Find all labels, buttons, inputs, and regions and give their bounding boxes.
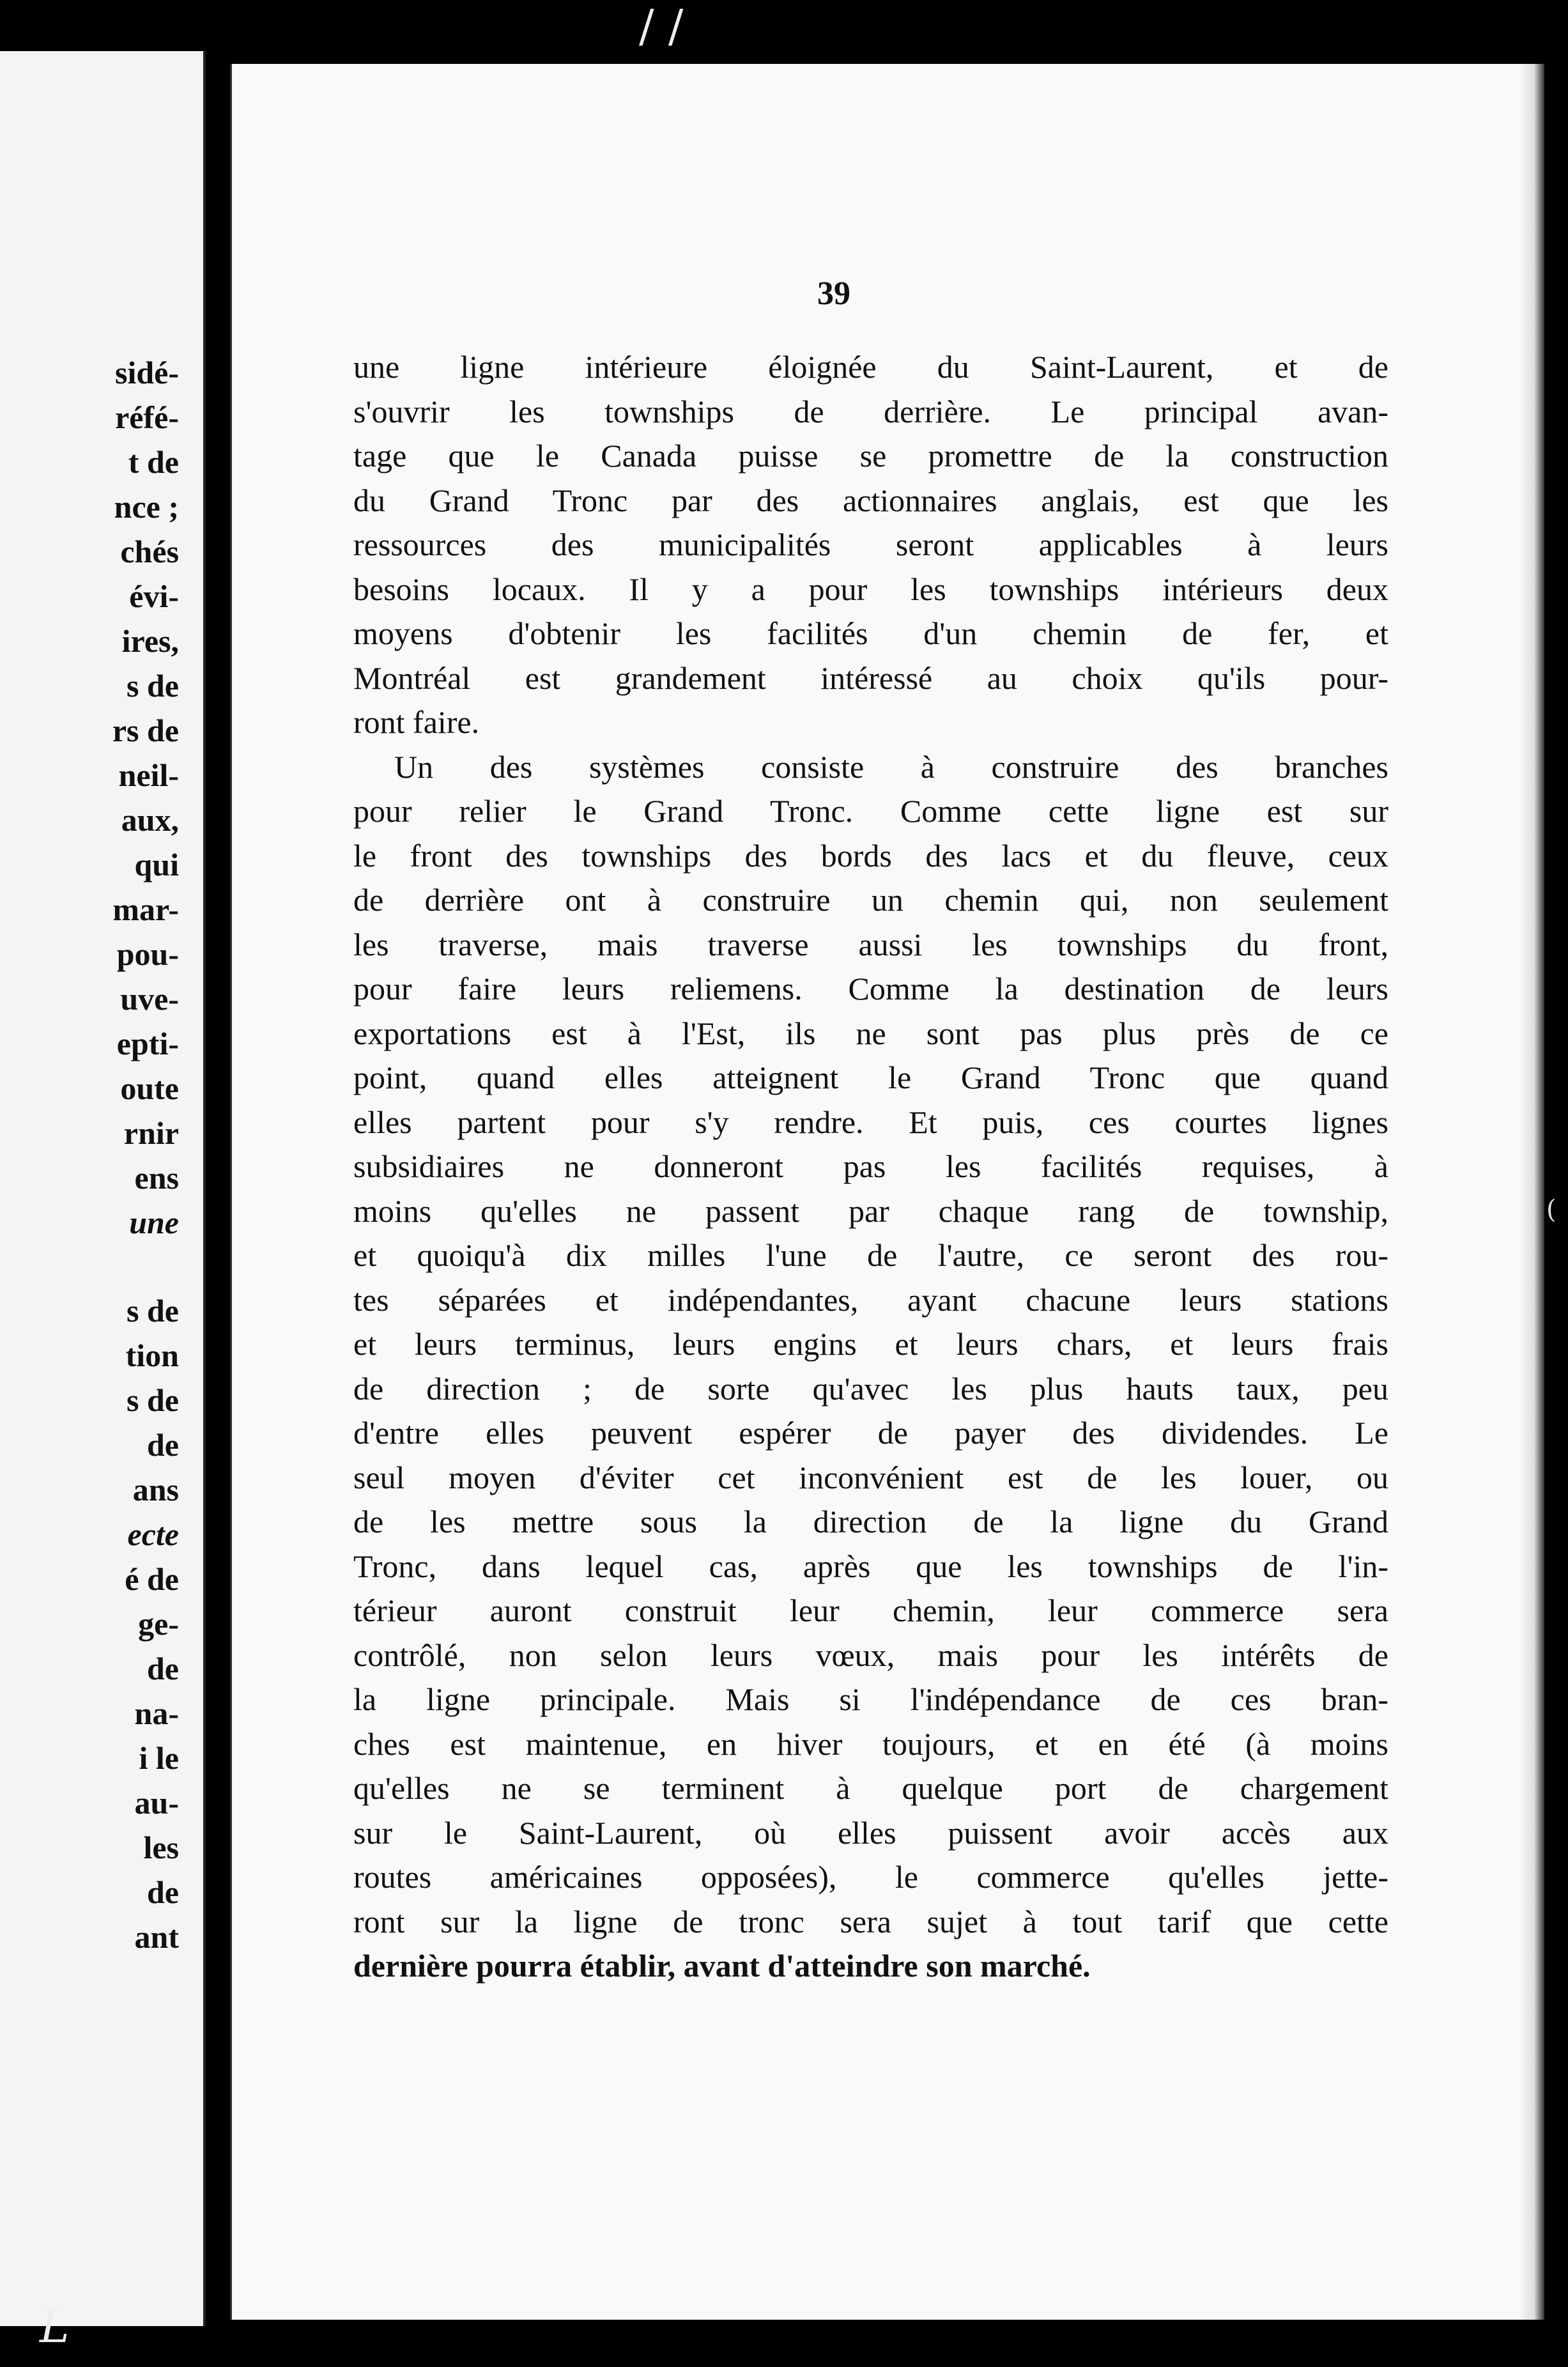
paragraph-2	[353, 745, 1388, 1989]
previous-page-line: chés	[120, 534, 179, 569]
previous-page-line: uve-	[120, 981, 179, 1017]
previous-page-line: rs de	[112, 713, 179, 748]
previous-page-line: pou-	[116, 936, 179, 972]
text-line: la ligne principale. Mais si l'indépendance de ces bran-	[353, 1681, 1388, 1717]
page-edge	[1519, 64, 1544, 2320]
text-line: point, quand elles atteignent le Grand Tronc que quand	[353, 1060, 1388, 1095]
text-line: sur le Saint-Laurent, où elles puissent avoir accès aux	[353, 1814, 1388, 1851]
page	[230, 64, 1544, 2320]
previous-page-line: neil-	[118, 757, 179, 793]
previous-page-line: rnir	[123, 1115, 179, 1151]
scan-mark-top: / /	[639, 0, 684, 52]
text-line: les traverse, mais traverse aussi les townships du front,	[353, 926, 1388, 962]
text-line: ront sur la ligne de tronc sera sujet à tout tarif que cette	[353, 1903, 1388, 1939]
text-line: Tronc, dans lequel cas, après que les townships de l'in-	[353, 1548, 1388, 1584]
previous-page-line: t de	[128, 444, 179, 480]
previous-page-text	[0, 350, 179, 1959]
text-line: dernière pourra établir, avant d'atteindre son marché.	[353, 1948, 1091, 1984]
previous-page-line: sidé-	[115, 355, 179, 390]
previous-page-line: ant	[134, 1919, 179, 1955]
text-line: seul moyen d'éviter cet inconvénient est de les louer, ou	[353, 1459, 1388, 1495]
text-line: de les mettre sous la direction de la ligne du Grand	[353, 1504, 1388, 1539]
previous-page-line: oute	[120, 1070, 179, 1106]
text-line: s'ouvrir les townships de derrière. Le principal avan-	[353, 393, 1388, 429]
previous-page-line: évi-	[129, 578, 179, 614]
previous-page-line	[0, 1245, 179, 1288]
previous-page-line: une	[129, 1205, 179, 1240]
text-line: du Grand Tronc par des actionnaires anglais, est que les	[353, 482, 1388, 518]
text-line: tes séparées et indépendantes, ayant chacune leurs stations	[353, 1281, 1388, 1318]
text-line: ressources des municipalités seront applicables à leurs	[353, 527, 1388, 562]
text-line: et leurs terminus, leurs engins et leurs chars, et leurs frais	[353, 1326, 1388, 1362]
previous-page-line: au-	[134, 1785, 179, 1821]
text-line: subsidiaires ne donneront pas les facilités requises, à	[353, 1148, 1388, 1184]
paragraph-1	[353, 345, 1388, 745]
previous-page-line: i le	[139, 1740, 179, 1776]
previous-page-line: de	[147, 1427, 179, 1463]
text-line: contrôlé, non selon leurs vœux, mais pour les intérêts de	[353, 1637, 1388, 1673]
scan-mark-side: (	[1546, 1195, 1556, 1224]
text-line: térieur auront construit leur chemin, leur commerce sera	[353, 1592, 1388, 1628]
body-text	[353, 345, 1388, 1989]
previous-page-line: aux,	[121, 802, 179, 838]
previous-page-line: s de	[127, 668, 179, 704]
previous-page-line: é de	[125, 1561, 179, 1597]
previous-page-line: ge-	[138, 1606, 179, 1642]
previous-page-line: s de	[127, 1293, 179, 1329]
previous-page-line: de	[147, 1874, 179, 1910]
previous-page-line: ecte	[127, 1516, 179, 1552]
previous-page-line: de	[147, 1651, 179, 1686]
text-line: ront faire.	[353, 704, 480, 740]
text-line: et quoiqu'à dix milles l'une de l'autre, ce seront des rou-	[353, 1237, 1388, 1273]
text-line: de derrière ont à construire un chemin qui, non seulement	[353, 882, 1388, 918]
previous-page-line: epti-	[116, 1026, 179, 1061]
text-line: Un des systèmes consiste à construire des branches	[394, 748, 1388, 785]
previous-page-line: tion	[125, 1338, 179, 1373]
previous-page-line: nce ;	[114, 489, 179, 525]
previous-page-line: réfé-	[115, 399, 179, 435]
previous-page-line: ans	[132, 1472, 179, 1507]
previous-page-line: qui	[134, 847, 179, 883]
text-line: une ligne intérieure éloignée du Saint-Laurent, et de	[353, 349, 1388, 385]
scan-mark-bottom: L	[40, 2301, 70, 2353]
text-line: qu'elles ne se terminent à quelque port de chargement	[353, 1770, 1388, 1806]
previous-page	[0, 51, 206, 2326]
previous-page-line: ires,	[121, 623, 179, 659]
previous-page-line: na-	[134, 1695, 179, 1731]
text-line: de direction ; de sorte qu'avec les plus hauts taux, peu	[353, 1370, 1388, 1407]
previous-page-line: ens	[134, 1160, 179, 1196]
text-line: pour faire leurs reliemens. Comme la destination de leurs	[353, 971, 1388, 1006]
text-line: pour relier le Grand Tronc. Comme cette ligne est sur	[353, 793, 1388, 829]
text-line: le front des townships des bords des lacs et du fleuve, ceux	[353, 837, 1388, 874]
previous-page-line: s de	[127, 1382, 179, 1418]
text-line: elles partent pour s'y rendre. Et puis, ces courtes lignes	[353, 1104, 1388, 1140]
text-line: routes américaines opposées), le commerce qu'elles jette-	[353, 1859, 1388, 1895]
previous-page-line: les	[143, 1830, 179, 1865]
page-number: 39	[817, 275, 850, 312]
text-line: ches est maintenue, en hiver toujours, et en été (à moins	[353, 1725, 1388, 1762]
text-line: Montréal est grandement intéressé au choix qu'ils pour-	[353, 659, 1388, 696]
text-line: d'entre elles peuvent espérer de payer des dividendes. Le	[353, 1415, 1388, 1451]
text-line: besoins locaux. Il y a pour les townships intérieurs deux	[353, 571, 1388, 607]
text-line: tage que le Canada puisse se promettre de la construction	[353, 438, 1388, 474]
text-line: moyens d'obtenir les facilités d'un chemin de fer, et	[353, 615, 1388, 651]
previous-page-line: mar-	[112, 891, 179, 927]
text-line: moins qu'elles ne passent par chaque rang de township,	[353, 1192, 1388, 1229]
text-line: exportations est à l'Est, ils ne sont pas plus près de ce	[353, 1015, 1388, 1051]
